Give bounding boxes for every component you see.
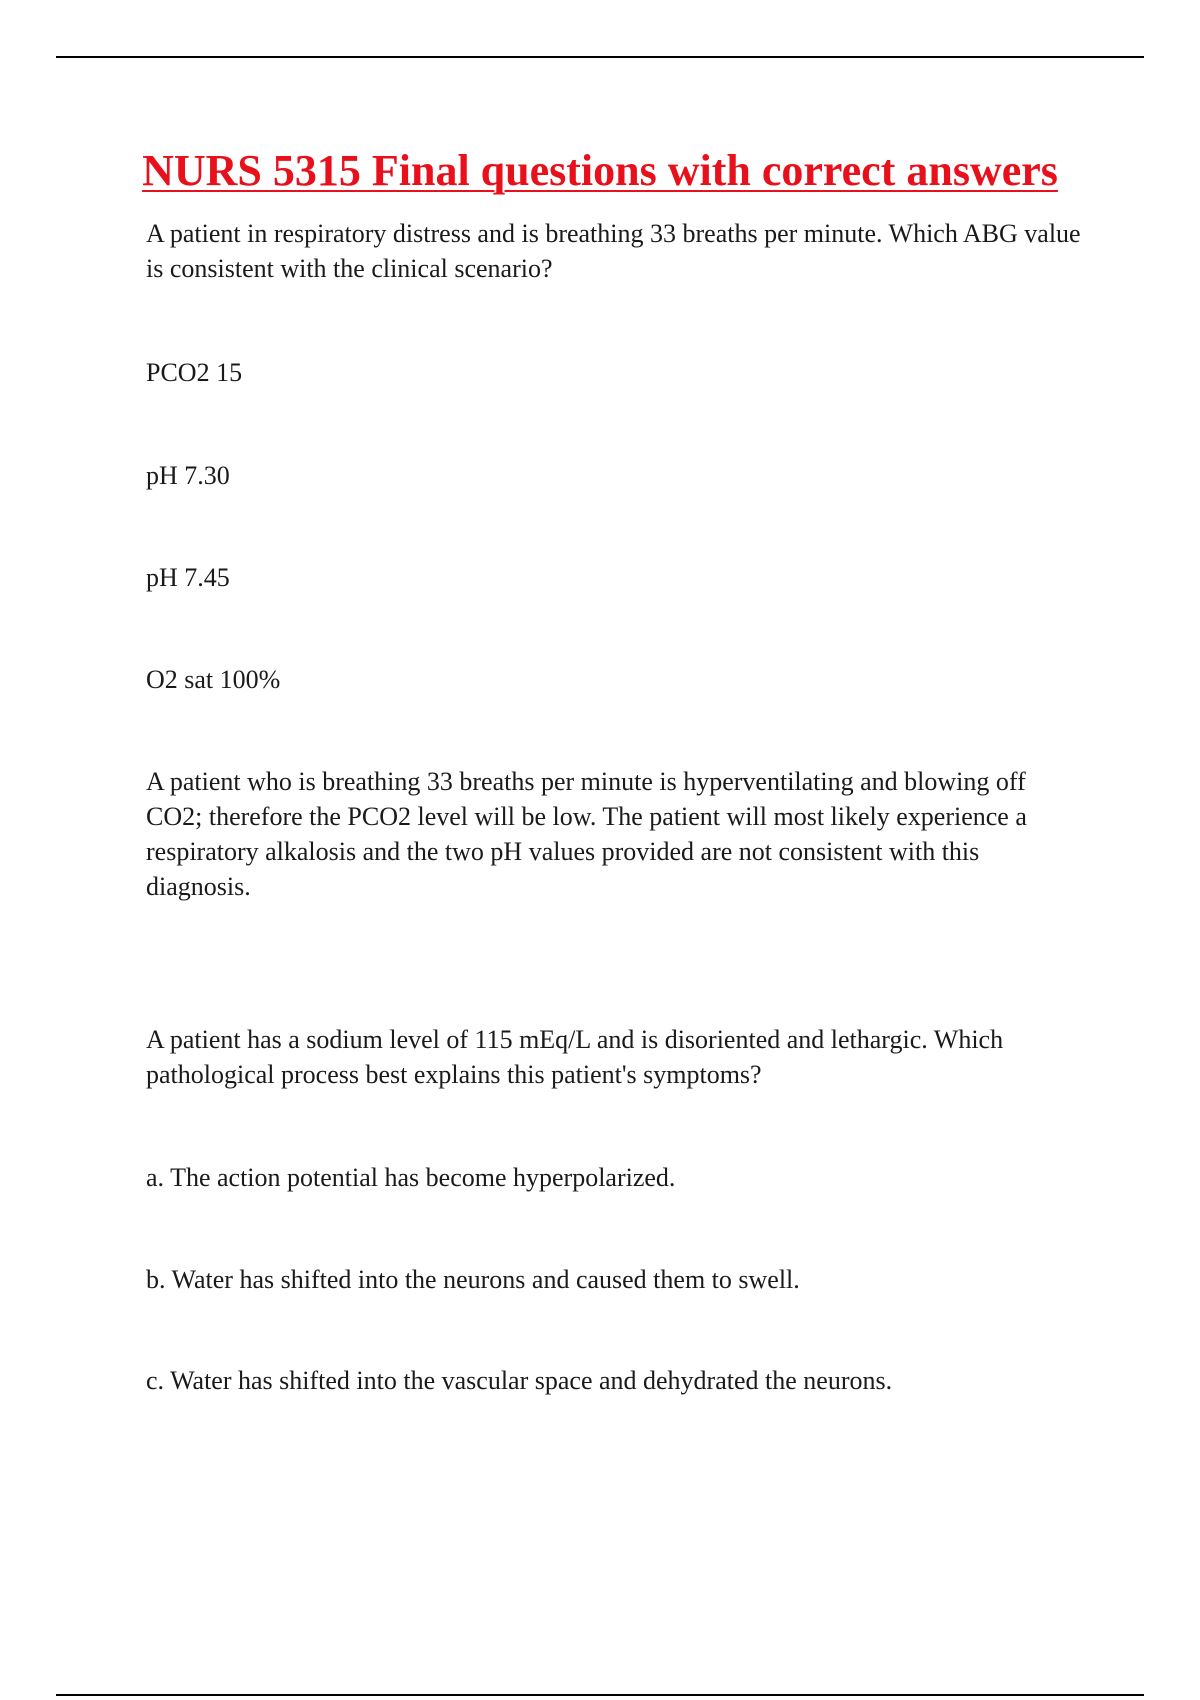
top-rule (56, 56, 1144, 58)
bottom-rule (56, 1694, 1144, 1696)
question-1-option-3: pH 7.45 (146, 563, 230, 592)
question-2-option-a: a. The action potential has become hyperpolarized. (146, 1163, 676, 1192)
question-1-option-1: PCO2 15 (146, 358, 243, 387)
document-title: NURS 5315 Final questions with correct answers (142, 146, 1058, 195)
question-2-option-c: c. Water has shifted into the vascular space and dehydrated the neurons. (146, 1366, 893, 1395)
question-2-prompt: A patient has a sodium level of 115 mEq/L and is disoriented and lethargic. Which pathological process best explains this patient's symptoms? (146, 1025, 1004, 1089)
question-1-option-4: O2 sat 100% (146, 665, 281, 694)
question-2-option-b: b. Water has shifted into the neurons and caused them to swell. (146, 1265, 800, 1294)
question-1-prompt: A patient in respiratory distress and is breathing 33 breaths per minute. Which ABG value is consistent with the clinical scenario? (146, 219, 1081, 283)
question-1-rationale: A patient who is breathing 33 breaths per minute is hyperventilating and blowing off CO2; therefore the PCO2 level will be low. The patient will most likely experience a respiratory alkalosis and the two pH values provided are not consistent with this diagnosis. (146, 767, 1027, 901)
question-1-option-2: pH 7.30 (146, 461, 230, 490)
